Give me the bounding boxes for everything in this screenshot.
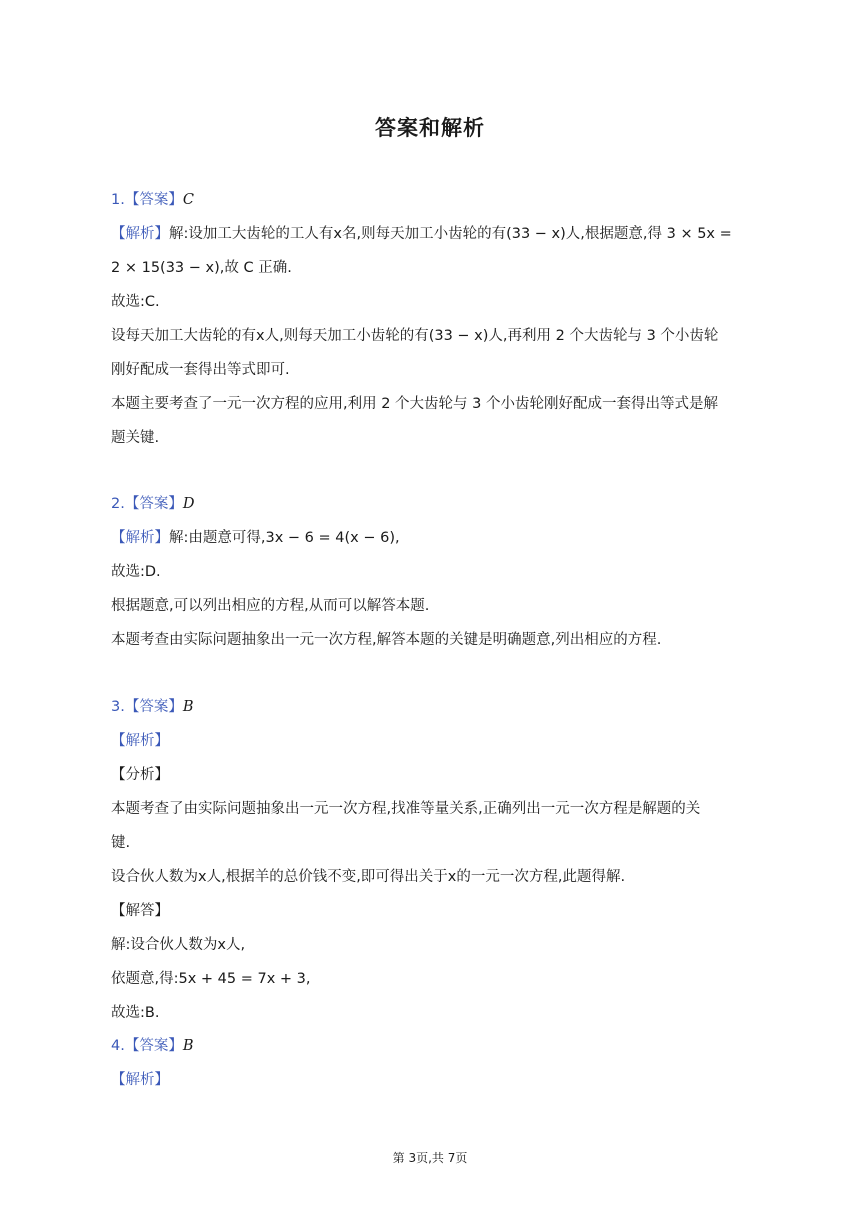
q1-answer-line	[111, 190, 194, 210]
q3-number: 3.	[111, 699, 125, 715]
q2-answer-line	[111, 494, 194, 514]
q4-answer: B	[182, 1038, 194, 1054]
q3-text-4: 解:设合伙人数为x人,	[111, 937, 246, 953]
page-footer: 第 3页,共 7页	[392, 1151, 468, 1165]
q4-answer-line	[111, 1036, 194, 1056]
q1-text-6: 本题主要考查了一元一次方程的应用,利用 2 个大齿轮与 3 个小齿轮刚好配成一套得出等式是解	[111, 396, 718, 412]
q3-analysis-tag: 【解析】	[111, 733, 169, 749]
q3-text-6: 故选:B.	[111, 1005, 160, 1021]
q2-number: 2.	[111, 496, 125, 512]
q1-text-1: 解:设加工大齿轮的工人有x名,则每天加工小齿轮的有(33 − x)人,根据题意,得 3 × 5x =	[169, 226, 732, 242]
q2-text-4: 本题考查由实际问题抽象出一元一次方程,解答本题的关键是明确题意,列出相应的方程.	[111, 632, 662, 648]
q3-text-2: 键.	[111, 835, 131, 851]
q2-analysis-tag: 【解析】	[111, 530, 169, 546]
q3-answer-tag: 【答案】	[124, 699, 183, 715]
q4-analysis-tag: 【解析】	[111, 1072, 169, 1088]
q3-fenxi-tag: 【分析】	[111, 767, 169, 783]
q1-analysis-line	[111, 224, 732, 244]
q1-text-4: 设每天加工大齿轮的有x人,则每天加工小齿轮的有(33 − x)人,再利用 2 个大齿轮与 3 个小齿轮	[111, 328, 719, 344]
q2-text-3: 根据题意,可以列出相应的方程,从而可以解答本题.	[111, 598, 430, 614]
q3-answer-line	[111, 697, 194, 717]
q1-answer: C	[182, 192, 194, 208]
q2-answer-tag: 【答案】	[124, 496, 183, 512]
q3-answer: B	[182, 699, 194, 715]
q1-text-7: 题关键.	[111, 430, 160, 446]
q1-number: 1.	[111, 192, 125, 208]
q1-text-2: 2 × 15(33 − x),故 C 正确.	[111, 260, 292, 276]
q1-text-5: 刚好配成一套得出等式即可.	[111, 362, 290, 378]
q2-answer: D	[182, 496, 195, 512]
q3-text-5: 依题意,得:5x + 45 = 7x + 3,	[111, 971, 311, 987]
q1-text-3: 故选:C.	[111, 294, 160, 310]
q2-text-2: 故选:D.	[111, 564, 161, 580]
q2-text-1: 解:由题意可得,3x − 6 = 4(x − 6),	[169, 530, 400, 546]
q1-answer-tag: 【答案】	[124, 192, 183, 208]
q3-text-1: 本题考查了由实际问题抽象出一元一次方程,找准等量关系,正确列出一元一次方程是解题的关	[111, 801, 701, 817]
q4-number: 4.	[111, 1038, 125, 1054]
q4-answer-tag: 【答案】	[124, 1038, 183, 1054]
q1-analysis-tag: 【解析】	[111, 226, 169, 242]
page-title: 答案和解析	[375, 116, 485, 140]
q2-analysis-line	[111, 528, 400, 548]
q3-jieda-tag: 【解答】	[111, 903, 169, 919]
q3-text-3: 设合伙人数为x人,根据羊的总价钱不变,即可得出关于x的一元一次方程,此题得解.	[111, 869, 626, 885]
